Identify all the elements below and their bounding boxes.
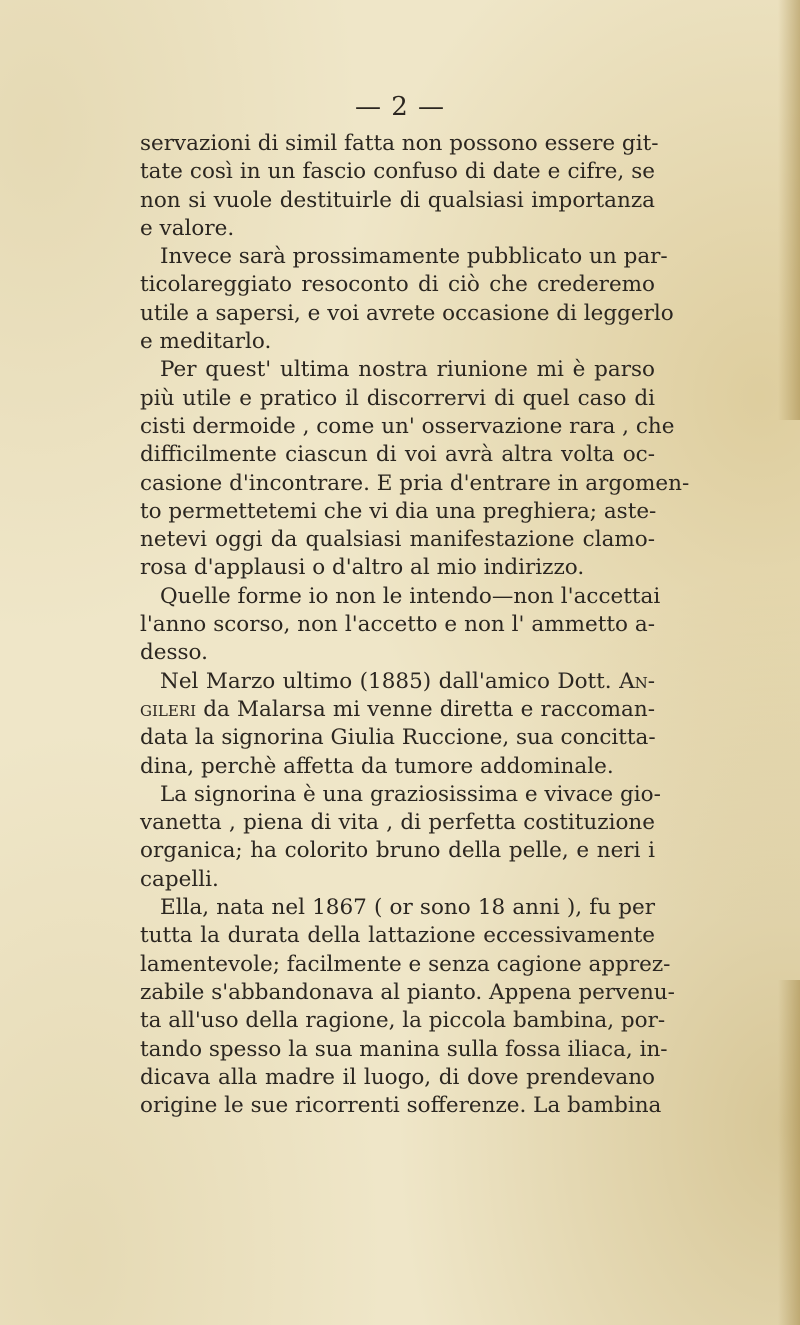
- text-line: casione d'incontrare. E pria d'entrare in argomen-: [140, 470, 690, 496]
- text-line: ticolareggiato resoconto di ciò che crederemo: [140, 272, 655, 298]
- text-line: l'anno scorso, non l'accetto e non l' ammetto a-: [140, 612, 655, 638]
- text-line: dicava alla madre il luogo, di dove prendevano: [140, 1064, 655, 1090]
- text-line: tutta la durata della lattazione eccessivamente: [140, 923, 655, 949]
- text-segment: da Malarsa mi venne diretta e raccoman-: [203, 696, 655, 722]
- text-line: Per quest' ultima nostra riunione mi è parso: [160, 357, 655, 383]
- paper-stain: [778, 980, 800, 1325]
- text-line: difficilmente ciascun di voi avrà altra volta oc-: [140, 442, 655, 468]
- text-line: e meditarlo.: [140, 329, 272, 355]
- text-line: cisti dermoide , come un' osservazione rara , che: [140, 413, 675, 439]
- text-line: tate così in un fascio confuso di date e cifre, se: [140, 159, 655, 185]
- text-line: vanetta , piena di vita , di perfetta costituzione: [140, 810, 655, 836]
- text-line: desso.: [140, 640, 208, 666]
- text-line: ta all'uso della ragione, la piccola bambina, por-: [140, 1008, 666, 1034]
- text-line: data la signorina Giulia Ruccione, sua concitta-: [140, 725, 656, 751]
- text-line: to permettetemi che vi dia una preghiera; aste-: [140, 498, 657, 524]
- text-line: capelli.: [140, 866, 219, 892]
- text-line: e valore.: [140, 215, 235, 241]
- paper-stain: [778, 0, 800, 420]
- text-segment: Nel Marzo ultimo (1885) dall'amico Dott.: [160, 668, 612, 694]
- text-line: tando spesso la sua manina sulla fossa iliaca, in-: [140, 1036, 668, 1062]
- body-text: [140, 130, 690, 1120]
- text-line: La signorina è una graziosissima e vivace gio-: [160, 781, 661, 807]
- text-line: [140, 696, 655, 724]
- text-line: lamentevole; facilmente e senza cagione apprez-: [140, 951, 671, 977]
- text-line: più utile e pratico il discorrervi di quel caso di: [140, 385, 655, 411]
- text-line: Quelle forme io non le intendo—non l'accettai: [160, 583, 661, 609]
- text-line: dina, perchè affetta da tumore addominale.: [140, 753, 614, 779]
- page-number: — 2 —: [354, 92, 446, 122]
- text-line: netevi oggi da qualsiasi manifestazione clamo-: [140, 527, 655, 553]
- text-line: utile a sapersi, e voi avrete occasione di leggerlo: [140, 300, 674, 326]
- text-line: origine le sue ricorrenti sofferenze. La bambina: [140, 1093, 662, 1119]
- text-line: zabile s'abbandonava al pianto. Appena pervenu-: [140, 979, 675, 1005]
- text-line: servazioni di simil fatta non possono essere git-: [140, 131, 659, 156]
- person-name: An-: [619, 668, 655, 694]
- person-name: gileri: [140, 696, 197, 722]
- text-line: organica; ha colorito bruno della pelle, e neri i: [140, 838, 655, 864]
- text-line: rosa d'applausi o d'altro al mio indirizzo.: [140, 555, 585, 581]
- text-line: Ella, nata nel 1867 ( or sono 18 anni ), fu per: [160, 895, 655, 921]
- text-line: [140, 668, 655, 696]
- text-line: non si vuole destituirle di qualsiasi importanza: [140, 187, 655, 213]
- text-line: Invece sarà prossimamente pubblicato un par-: [160, 244, 668, 270]
